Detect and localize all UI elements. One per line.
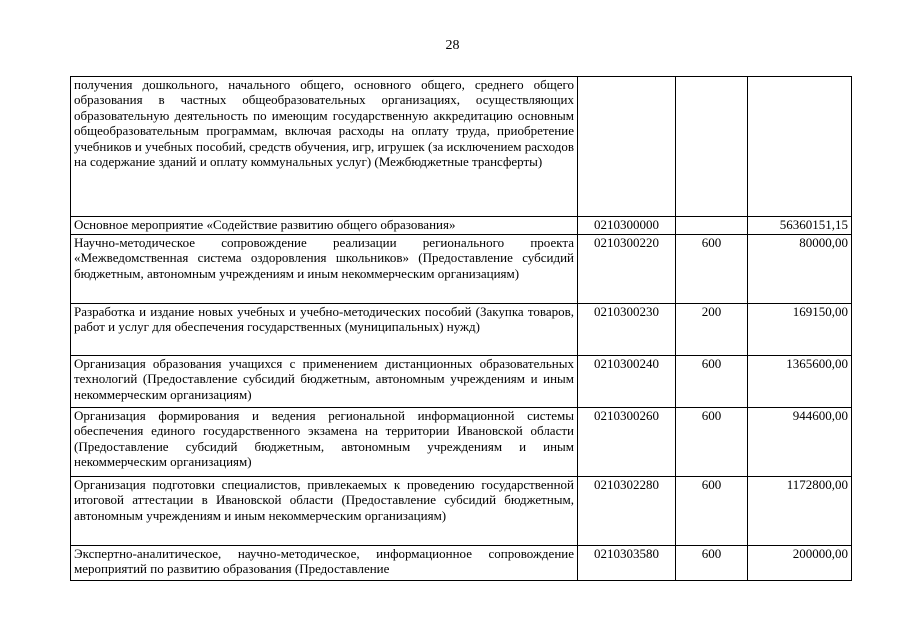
table-row [71, 477, 852, 546]
row-name-cell: Разработка и издание новых учебных и учебно-методических пособий (Закупка товаров, работ и услуг для обеспечения государственных (муниципальных) нужд) [71, 304, 578, 356]
row-amount-cell: 1365600,00 [748, 356, 852, 408]
row-type-cell [676, 217, 748, 235]
row-name-cell: Организация образования учащихся с применением дистанционных образовательных технологий (Предоставление субсидий бюджетным, автономным учреждениям и иным некоммерческим организациям) [71, 356, 578, 408]
row-code-cell: 0210303580 [578, 546, 676, 581]
row-code-cell: 0210300240 [578, 356, 676, 408]
row-code-cell: 0210302280 [578, 477, 676, 546]
row-type-cell: 600 [676, 546, 748, 581]
table-row [71, 217, 852, 235]
row-code-cell: 0210300230 [578, 304, 676, 356]
row-amount-cell: 56360151,15 [748, 217, 852, 235]
table-row [71, 546, 852, 581]
row-code-cell: 0210300220 [578, 235, 676, 304]
row-name-cell: Организация формирования и ведения региональной информационной системы обеспечения единого государственного экзамена на территории Ивановской области (Предоставление субсидий бюджетным, автономным учреждениям и иным некоммерческим организациям) [71, 408, 578, 477]
row-name-cell: Организация подготовки специалистов, привлекаемых к проведению государственной итоговой аттестации в Ивановской области (Предоставление субсидий бюджетным, автономным учреждениям и иным некоммерческим организациям) [71, 477, 578, 546]
row-type-cell [676, 77, 748, 217]
table-row [71, 408, 852, 477]
row-name-cell: Основное мероприятие «Содействие развитию общего образования» [71, 217, 578, 235]
table-row [71, 304, 852, 356]
row-amount-cell [748, 77, 852, 217]
row-amount-cell: 944600,00 [748, 408, 852, 477]
page-number: 28 [445, 38, 460, 53]
row-code-cell: 0210300260 [578, 408, 676, 477]
row-code-cell: 0210300000 [578, 217, 676, 235]
row-amount-cell: 200000,00 [748, 546, 852, 581]
row-amount-cell: 169150,00 [748, 304, 852, 356]
row-amount-cell: 80000,00 [748, 235, 852, 304]
row-name-cell: Экспертно-аналитическое, научно-методическое, информационное сопровождение мероприятий по развитию образования (Предоставление [71, 546, 578, 581]
row-name-cell: Научно-методическое сопровождение реализации регионального проекта «Межведомственная система оздоровления школьников» (Предоставление субсидий бюджетным, автономным учреждениям и иным некоммерческим организациям) [71, 235, 578, 304]
row-type-cell: 600 [676, 235, 748, 304]
table-row [71, 235, 852, 304]
table-row [71, 356, 852, 408]
row-type-cell: 600 [676, 408, 748, 477]
row-type-cell: 600 [676, 477, 748, 546]
row-name-cell: получения дошкольного, начального общего, основного общего, среднего общего образования в частных общеобразовательных организациях, осуществляющих образовательную деятельность по имеющим государственную аккредитацию основным общеобразовательным программам, включая расходы на оплату труда, приобретение учебников и учебных пособий, средств обучения, игр, игрушек (за исключением расходов на содержание зданий и оплату коммунальных услуг) (Межбюджетные трансферты) [71, 77, 578, 217]
row-amount-cell: 1172800,00 [748, 477, 852, 546]
row-type-cell: 200 [676, 304, 748, 356]
table-row [71, 77, 852, 217]
row-type-cell: 600 [676, 356, 748, 408]
row-code-cell [578, 77, 676, 217]
budget-table [70, 76, 852, 581]
